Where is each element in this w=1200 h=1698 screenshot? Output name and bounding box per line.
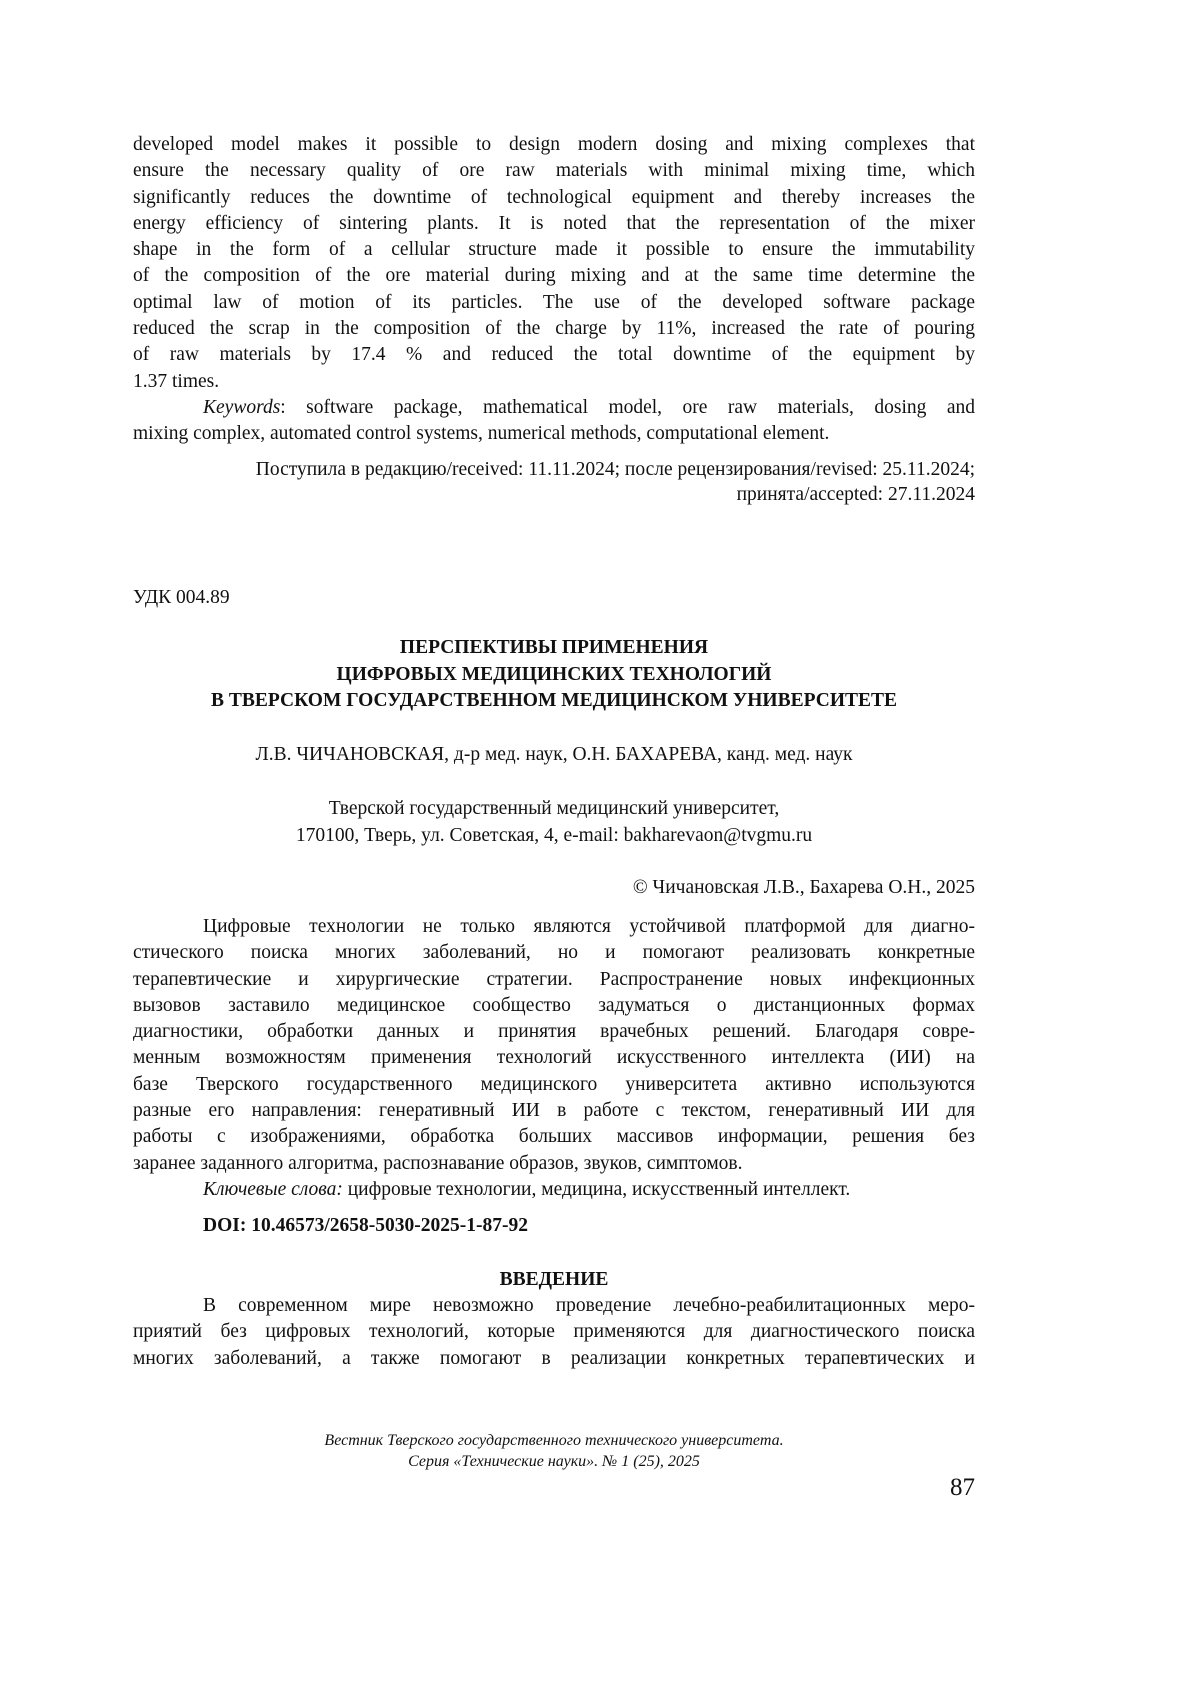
title-line: ЦИФРОВЫХ МЕДИЦИНСКИХ ТЕХНОЛОГИЙ <box>133 662 975 689</box>
abstract-en <box>133 132 975 448</box>
udk: УДК 004.89 <box>133 587 975 609</box>
text-line: energy efficiency of sintering plants. It is noted that the representation of the mixer <box>133 211 975 237</box>
document-page <box>0 0 1200 1698</box>
footer-line2: Серия «Технические науки». № 1 (25), 2025 <box>133 1451 975 1472</box>
text-line: терапевтические и хирургические стратегии. Распространение новых инфекционных <box>133 967 975 993</box>
text-line: базе Тверского государственного медицинского университета активно используются <box>133 1072 975 1098</box>
text-line: заранее заданного алгоритма, распознавание образов, звуков, симптомов. <box>133 1151 975 1177</box>
keywords-text: : software package, mathematical model, ore raw materials, dosing and <box>280 397 975 418</box>
received-dates <box>133 457 975 507</box>
footer-line1: Вестник Тверского государственного технического университета. <box>133 1430 975 1451</box>
title-line: ПЕРСПЕКТИВЫ ПРИМЕНЕНИЯ <box>133 635 975 662</box>
article-title <box>133 635 975 715</box>
keywords-ru-text: цифровые технологии, медицина, искусственный интеллект. <box>343 1179 850 1200</box>
text-line: Цифровые технологии не только являются устойчивой платформой для диагно- <box>133 914 975 940</box>
text-line: developed model makes it possible to design modern dosing and mixing complexes that <box>133 132 975 158</box>
text-line: ensure the necessary quality of ore raw materials with minimal mixing time, which <box>133 158 975 184</box>
text-line: работы с изображениями, обработка больших массивов информации, решения без <box>133 1124 975 1150</box>
affiliation-line: Тверской государственный медицинский университет, <box>133 795 975 822</box>
text-line: В современном мире невозможно проведение лечебно-реабилитационных меро- <box>133 1293 975 1319</box>
keywords-ru <box>133 1177 975 1203</box>
text-line: of raw materials by 17.4 % and reduced the total downtime of the equipment by <box>133 342 975 368</box>
text-line: вызовов заставило медицинское сообщество задуматься о дистанционных формах <box>133 993 975 1019</box>
text-line: диагностики, обработки данных и принятия врачебных решений. Благодаря совре- <box>133 1019 975 1045</box>
text-line: приятий без цифровых технологий, которые применяются для диагностического поиска <box>133 1319 975 1345</box>
affiliation-line: 170100, Тверь, ул. Советская, 4, e-mail: bakharevaon@tvgmu.ru <box>133 822 975 849</box>
affiliation <box>133 795 975 849</box>
text-line: significantly reduces the downtime of technological equipment and thereby increases the <box>133 185 975 211</box>
text-line: менным возможностям применения технологий искусственного интеллекта (ИИ) на <box>133 1045 975 1071</box>
text-line: optimal law of motion of its particles. The use of the developed software package <box>133 290 975 316</box>
keywords-en-line2: mixing complex, automated control systems, numerical methods, computational element. <box>133 421 975 447</box>
doi: DOI: 10.46573/2658-5030-2025-1-87-92 <box>133 1215 975 1237</box>
text-line: shape in the form of a cellular structure made it possible to ensure the immutability <box>133 237 975 263</box>
abstract-ru <box>133 914 975 1203</box>
text-line: of the composition of the ore material during mixing and at the same time determine the <box>133 263 975 289</box>
introduction <box>133 1267 975 1372</box>
text-line: многих заболеваний, а также помогают в реализации конкретных терапевтических и <box>133 1346 975 1372</box>
dates-line1: Поступила в редакцию/received: 11.11.2024; после рецензирования/revised: 25.11.2024; <box>133 457 975 482</box>
keywords-label: Keywords <box>203 397 280 418</box>
title-line: В ТВЕРСКОМ ГОСУДАРСТВЕННОМ МЕДИЦИНСКОМ УНИВЕРСИТЕТЕ <box>133 688 975 715</box>
journal-footer <box>133 1430 975 1472</box>
page-number: 87 <box>900 1474 975 1502</box>
intro-heading: ВВЕДЕНИЕ <box>133 1267 975 1293</box>
dates-line2: принята/accepted: 27.11.2024 <box>133 482 975 507</box>
keywords-en-line1 <box>133 395 975 421</box>
authors: Л.В. ЧИЧАНОВСКАЯ, д-р мед. наук, О.Н. БАХАРЕВА, канд. мед. наук <box>133 744 975 766</box>
text-line: разные его направления: генеративный ИИ в работе с текстом, генеративный ИИ для <box>133 1098 975 1124</box>
copyright: © Чичановская Л.В., Бахарева О.Н., 2025 <box>133 877 975 899</box>
text-line: стического поиска многих заболеваний, но и помогают реализовать конкретные <box>133 940 975 966</box>
text-line: 1.37 times. <box>133 369 975 395</box>
keywords-ru-label: Ключевые слова: <box>203 1179 343 1200</box>
text-line: reduced the scrap in the composition of the charge by 11%, increased the rate of pouring <box>133 316 975 342</box>
